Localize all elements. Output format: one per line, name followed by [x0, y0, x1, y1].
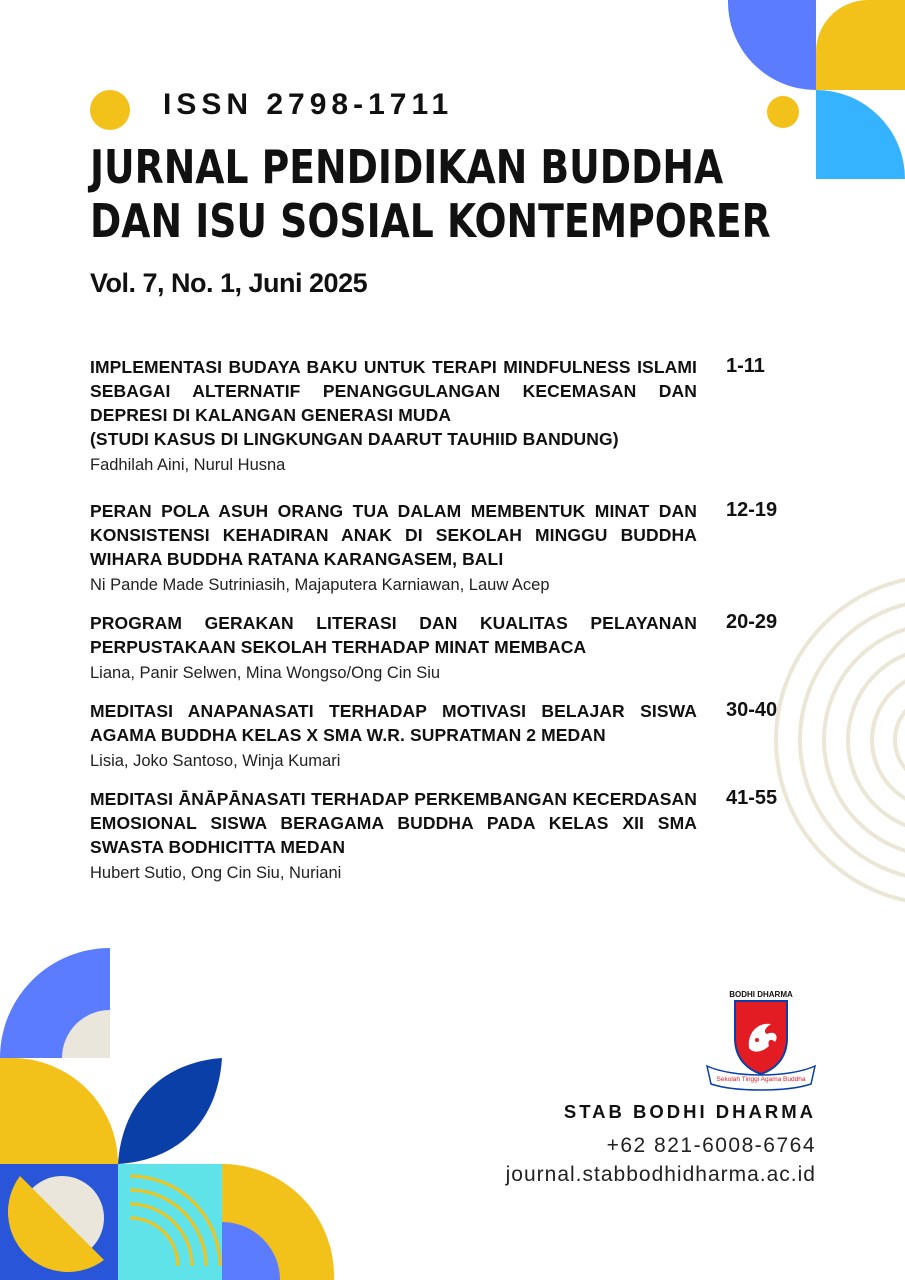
article-title: MEDITASI ANAPANASATI TERHADAP MOTIVASI BELAJAR SISWA AGAMA BUDDHA KELAS X SMA W.R. SUPRATMAN 2 MEDAN: [90, 701, 697, 745]
article-entry: [90, 355, 810, 477]
top-right-yellow-dot: [767, 96, 799, 128]
publisher-name: STAB BODHI DHARMA: [563, 1101, 816, 1122]
article-entry: [90, 499, 810, 597]
top-right-sky-quarter: [816, 90, 905, 179]
top-right-yellow-quarter: [816, 0, 905, 90]
article-pages: 12-19: [726, 499, 778, 521]
volume-issue: Vol. 7, No. 1, Juni 2025: [90, 268, 368, 298]
article-pages: 30-40: [726, 699, 778, 721]
article-title: PROGRAM GERAKAN LITERASI DAN KUALITAS PELAYANAN PERPUSTAKAAN SEKOLAH TERHADAP MINAT MEMBACA: [90, 613, 697, 657]
article-authors: Lisia, Joko Santoso, Winja Kumari: [90, 752, 341, 770]
logo-ribbon-text: Sekolah Tinggi Agama Buddha: [716, 1076, 806, 1083]
publisher-website: journal.stabbodhidharma.ac.id: [505, 1163, 816, 1186]
issn-number: ISSN 2798-1711: [163, 88, 454, 121]
article-authors: Liana, Panir Selwen, Mina Wongso/Ong Cin Siu: [90, 664, 441, 682]
article-authors: Ni Pande Made Sutriniasih, Majaputera Karniawan, Lauw Acep: [90, 576, 550, 594]
article-title: IMPLEMENTASI BUDAYA BAKU UNTUK TERAPI MINDFULNESS ISLAMI SEBAGAI ALTERNATIF PENANGGULANGAN KECEMASAN DAN DEPRESI DI KALANGAN GENERASI MUDA: [90, 357, 697, 425]
logo-top-text: BODHI DHARMA: [729, 990, 793, 999]
logo-garuda-eye: [755, 1038, 759, 1042]
article-authors: Fadhilah Aini, Nurul Husna: [90, 456, 286, 474]
bottom-left-yellow-half: [0, 1058, 118, 1164]
article-authors: Hubert Sutio, Ong Cin Siu, Nuriani: [90, 864, 342, 882]
journal-title-line-2: DAN ISU SOSIAL KONTEMPORER: [90, 194, 771, 248]
article-title: PERAN POLA ASUH ORANG TUA DALAM MEMBENTUK MINAT DAN KONSISTENSI KEHADIRAN ANAK DI SEKOLAH MINGGU BUDDHA WIHARA BUDDHA RATANA KARANGASEM, BALI: [90, 501, 697, 569]
issn-dot: [90, 90, 130, 130]
journal-title-line-1: JURNAL PENDIDIKAN BUDDHA: [90, 140, 724, 194]
article-pages: 20-29: [726, 611, 778, 633]
article-pages: 41-55: [726, 787, 778, 809]
article-entry: [90, 787, 810, 885]
article-entry: [90, 699, 810, 773]
article-entry: [90, 611, 810, 685]
top-right-blue-quarter: [728, 0, 816, 90]
journal-title: [90, 140, 771, 248]
article-pages: 1-11: [726, 355, 765, 377]
article-title: MEDITASI ĀNĀPĀNASATI TERHADAP PERKEMBANGAN KECERDASAN EMOSIONAL SISWA BERAGAMA BUDDHA PADA KELAS XII SMA SWASTA BODHICITTA MEDAN: [90, 789, 697, 857]
bottom-left-navy-leaf: [118, 1058, 222, 1164]
publisher-phone: +62 821-6008-6764: [606, 1134, 816, 1157]
article-subtitle: (STUDI KASUS DI LINGKUNGAN DAARUT TAUHIID BANDUNG): [90, 429, 619, 449]
stab-bodhi-dharma-logo: [703, 988, 819, 1092]
table-of-contents: [90, 355, 810, 885]
